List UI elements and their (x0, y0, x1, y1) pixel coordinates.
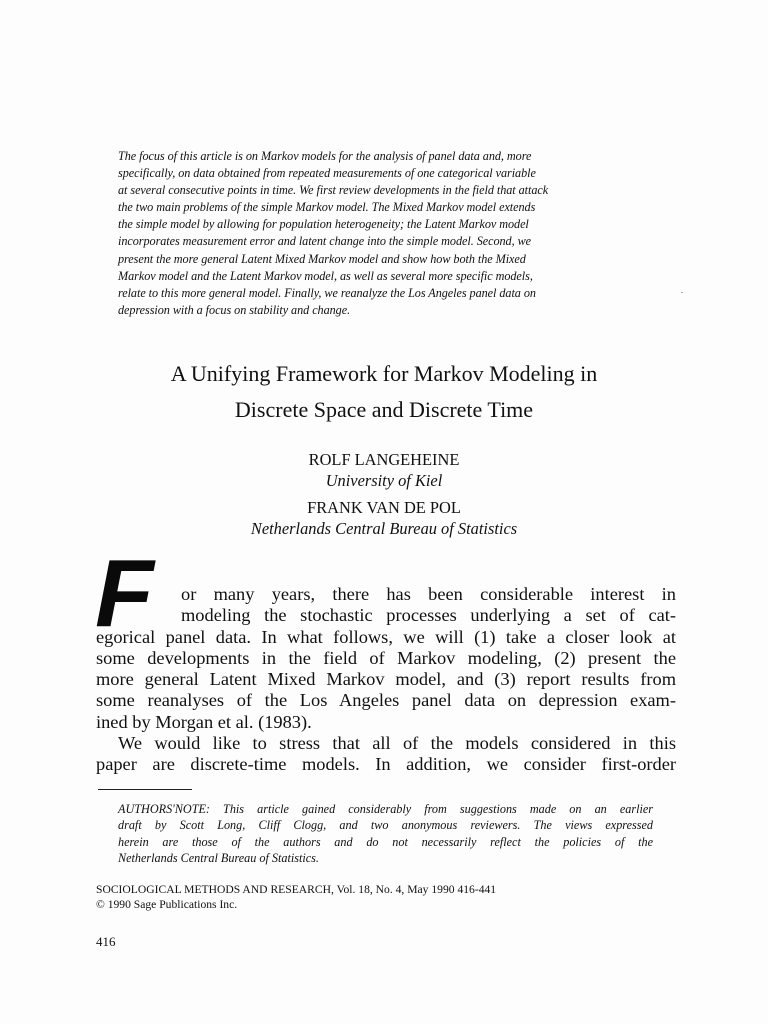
journal-citation: SOCIOLOGICAL METHODS AND RESEARCH, Vol. 18, No. 4, May 1990 416-441 (96, 883, 497, 896)
body-line: modeling the stochastic processes underlying a set of cat- (181, 605, 676, 626)
body-line: We would like to stress that all of the models considered in this (118, 733, 676, 754)
body-text (96, 584, 676, 776)
author-name: FRANK VAN DE POL (307, 498, 461, 517)
abstract-line: relate to this more general model. Finally, we reanalyze the Los Angeles panel data on (118, 285, 536, 300)
note-line: herein are those of the authors and do not necessarily reflect the policies of the (118, 834, 653, 849)
author-affiliation: University of Kiel (325, 471, 443, 490)
abstract-line: Markov model and the Latent Markov model, as well as several more specific models, (118, 268, 533, 283)
abstract-line: present the more general Latent Mixed Markov model and show how both the Mixed (118, 251, 526, 266)
footnote-rule (98, 789, 192, 790)
abstract-line: the simple model by allowing for population heterogeneity; the Latent Markov model (118, 217, 529, 232)
scan-speck (681, 292, 683, 293)
body-line: egorical panel data. In what follows, we will (1) take a closer look at (96, 626, 676, 647)
abstract-line: specifically, on data obtained from repeated measurements of one categorical variable (118, 166, 536, 181)
abstract-line: depression with a focus on stability and change. (118, 302, 351, 317)
copyright-notice: © 1990 Sage Publications Inc. (96, 898, 238, 911)
body-line: paper are discrete-time models. In addition, we consider first-order (96, 754, 676, 775)
abstract-line: the two main problems of the simple Markov model. The Mixed Markov model extends (118, 200, 536, 215)
note-line: draft by Scott Long, Cliff Clogg, and two anonymous reviewers. The views expressed (118, 818, 653, 833)
article-title-line-1: A Unifying Framework for Markov Modeling in (170, 361, 598, 386)
article-title-line-2: Discrete Space and Discrete Time (234, 397, 534, 422)
note-line: AUTHORS'NOTE: This article gained considerably from suggestions made on an earlier (118, 802, 653, 816)
author-affiliation: Netherlands Central Bureau of Statistics (250, 519, 518, 538)
body-line: some reanalyses of the Los Angeles panel data on depression exam- (96, 690, 676, 711)
author-name: ROLF LANGEHEINE (308, 450, 460, 469)
note-line: Netherlands Central Bureau of Statistics. (118, 850, 319, 865)
abstract-line: incorporates measurement error and latent change into the simple model. Second, we (118, 234, 532, 249)
body-line: some developments in the field of Markov modeling, (2) present the (96, 647, 676, 668)
page-number: 416 (96, 934, 116, 949)
body-line: or many years, there has been considerable interest in (181, 584, 676, 604)
abstract-line: The focus of this article is on Markov models for the analysis of panel data and, more (118, 149, 532, 163)
authors-note (118, 801, 653, 866)
abstract (118, 148, 658, 319)
journal-info (96, 882, 496, 912)
drop-cap: F (95, 540, 154, 647)
body-line: ined by Morgan et al. (1983). (96, 711, 312, 732)
body-line: more general Latent Mixed Markov model, and (3) report results from (96, 669, 676, 690)
abstract-line: at several consecutive points in time. We first review developments in the field that attack (118, 183, 549, 198)
